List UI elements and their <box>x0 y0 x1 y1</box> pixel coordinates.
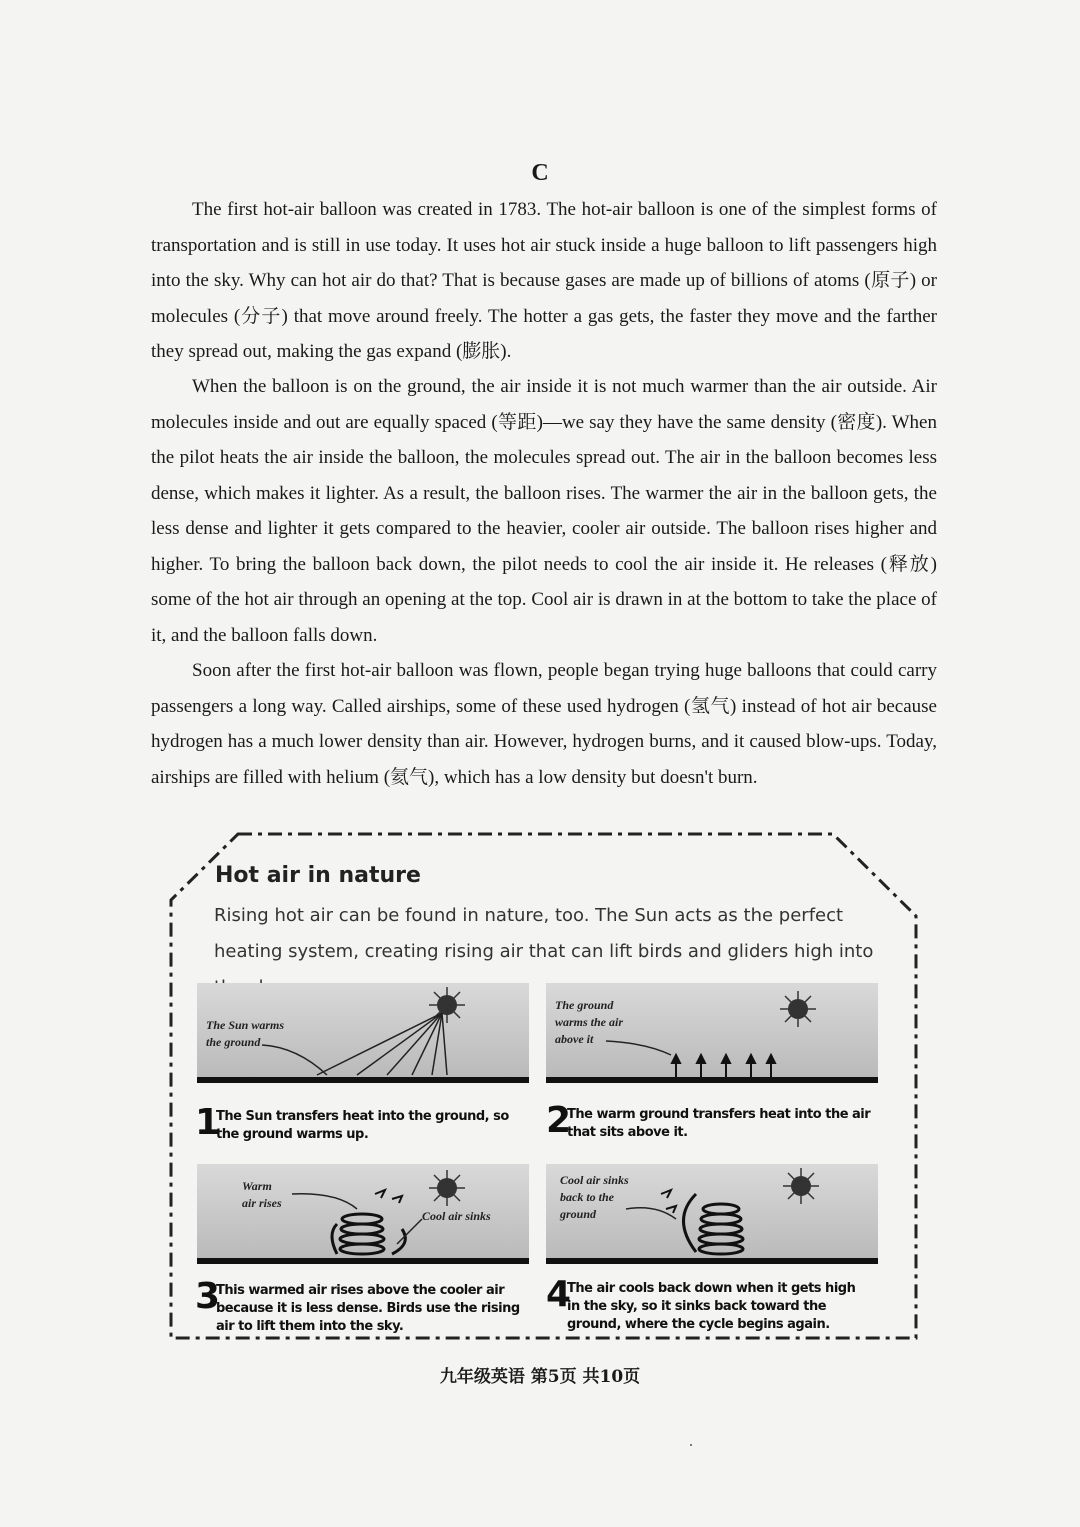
panel-3-label-a: Warm <box>242 1179 272 1193</box>
hot-air-in-nature-box <box>168 830 919 1342</box>
panel-4-label-b: back to the <box>560 1190 614 1204</box>
panel-3-label-cool: Cool air sinks <box>422 1209 491 1223</box>
page-footer: 九年级英语 第5页 共10页 <box>439 1367 641 1387</box>
panel-2-label-b: warms the air <box>555 1015 624 1029</box>
step-4-number: 4 <box>546 1274 572 1315</box>
step-3-number: 3 <box>195 1276 221 1317</box>
sun-icon <box>783 1168 819 1204</box>
sun-icon <box>780 991 816 1027</box>
paragraph-2: When the balloon is on the ground, the air inside it is not much warmer than the air outside. Air molecules inside and out are equally spaced (等距)—we say they have the same density (密度). When the pilot heats the air inside the balloon, the molecules spread out. The air in the balloon becomes less dense, which makes it lighter. As a result, the balloon rises. The warmer the air in the balloon gets, the less dense and lighter it gets compared to the heavier, cooler air outside. The balloon rises higher and higher. To bring the balloon back down, the pilot needs to cool the air inside it. He releases (释放) some of the hot air through an opening at the top. Cool air is drawn in at the bottom to take the place of it, and the balloon falls down. <box>151 376 937 646</box>
step-4-text: The air cools back down when it gets high in the sky, so it sinks back toward the ground, where the cycle begins again. <box>567 1281 856 1332</box>
paragraph-3: Soon after the first hot-air balloon was flown, people began trying huge balloons that could carry passengers a long way. Called airships, some of these used hydrogen (氢气) instead of hot air because hydrogen has a much lower density than air. However, hydrogen burns, and it caused blow-ups. Today, airships are filled with helium (氦气), which has a low density but doesn't burn. <box>151 660 937 788</box>
panel-4-label-c: ground <box>560 1207 597 1221</box>
panel-4-label-a: Cool air sinks <box>560 1173 629 1187</box>
diagram-panel-2 <box>546 983 878 1083</box>
step-2-text: The warm ground transfers heat into the air that sits above it. <box>567 1107 871 1140</box>
panel-2-label-c: above it <box>555 1032 594 1046</box>
step-3-text: This warmed air rises above the cooler air because it is less dense. Birds use the rising air to lift them into the sky. <box>216 1283 520 1334</box>
diagram-panel-3 <box>197 1164 529 1264</box>
box-intro: Rising hot air can be found in nature, too. The Sun acts as the perfect heating system, creating rising air that can lift birds and gliders high into <box>214 905 874 962</box>
diagram-panel-1 <box>197 983 529 1083</box>
panel-1-label-b: the ground <box>206 1035 261 1049</box>
box-title: Hot air in nature <box>215 863 421 888</box>
panel-1-label-a: The Sun warms <box>206 1018 285 1032</box>
step-1-number: 1 <box>195 1102 221 1143</box>
step-1-text: The Sun transfers heat into the ground, so the ground warms up. <box>216 1109 509 1142</box>
paragraph-1: The first hot-air balloon was created in 1783. The hot-air balloon is one of the simplest forms of transportation and is still in use today. It uses hot air stuck inside a huge balloon to lift passengers high into the sky. Why can hot air do that? That is because gases are made up of billions of atoms (原子) or molecules (分子) that move around freely. The hotter a gas gets, the faster they move and the farther they spread out, making the gas expand (膨胀). <box>151 199 937 362</box>
diagram-panel-4 <box>546 1164 878 1264</box>
panel-2-label-a: The ground <box>555 998 614 1012</box>
panel-3-label-b: air rises <box>242 1196 282 1210</box>
section-letter: C <box>531 160 549 186</box>
scan-speck <box>690 1444 692 1446</box>
step-2-number: 2 <box>546 1100 572 1141</box>
sun-icon <box>429 1170 465 1206</box>
